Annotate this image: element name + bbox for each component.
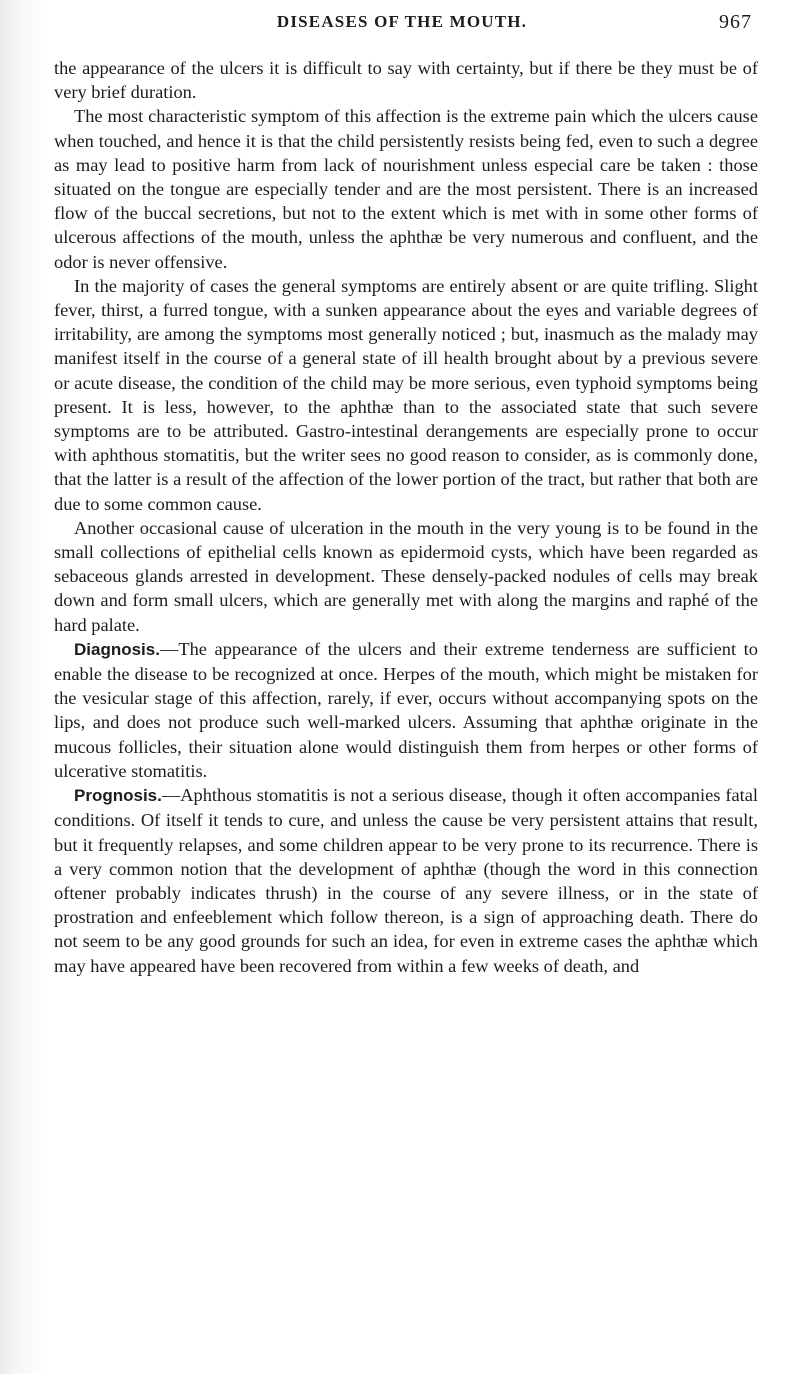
paragraph-text: —Aphthous stomatitis is not a serious disease, though it often accompanies fatal conditions. Of itself it tends to cure, and unless the cause be very persistent attains that result, but it frequently relapses, and some children appear to be very prone to its recurrence. There is a very common notion that the development of aphthæ (though the word in this connection oftener probably indicates thrush) in the course of any severe illness, or in the state of prostration and enfeeblement which follow thereon, is a sign of approaching death. There do not seem to be any good grounds for such an idea, for even in extreme cases the aphthæ which may have appeared have been recovered from within a few weeks of death, and [54,785,758,976]
paragraph-epidermoid-cysts [54,516,758,637]
body-text [54,56,758,978]
page-number: 967 [719,11,752,33]
page-header [52,6,752,38]
running-head: DISEASES OF THE MOUTH. [276,12,528,31]
paragraph-text: Another occasional cause of ulceration in the mouth in the very young is to be found in the small collections of epithelial cells known as epidermoid cysts, which have been regarded as sebaceous glands arrested in development. These densely-packed nodules of cells may break down and form small ulcers, which are generally met with along the margins and raphé of the hard palate. [54,517,758,635]
paragraph-continued [54,56,758,104]
paragraph-text: the appearance of the ulcers it is difficult to say with certainty, but if there be they must be of very brief duration. [54,58,758,103]
paragraph-text: In the majority of cases the general symptoms are entirely absent or are quite trifling. Slight fever, thirst, a furred tongue, with a sunken appearance about the eyes and variable degrees of irritability, are among the symptoms most generally noticed ; but, inasmuch as the malady may manifest itself in the course of a general state of ill health brought about by a previous severe or acute disease, the condition of the child may be more serious, even typhoid symptoms being present. It is less, however, to the aphthæ than to the associated state that such severe symptoms are to be attributed. Gastro-intestinal derangements are especially prone to occur with aphthous stomatitis, but the writer sees no good reason to consider, as is commonly done, that the latter is a result of the affection of the lower portion of the tract, but rather that both are due to some common cause. [54,275,758,514]
paragraph-diagnosis [54,637,758,783]
paragraph-symptoms [54,104,758,273]
paragraph-prognosis [54,783,758,978]
section-heading-prognosis: Prognosis. [74,786,162,806]
section-heading-diagnosis: Diagnosis. [74,639,160,659]
paragraph-general-symptoms [54,274,758,516]
paragraph-text: —The appearance of the ulcers and their extreme tenderness are sufficient to enable the disease to be recognized at once. Herpes of the mouth, which might be mistaken for the vesicular stage of this affection, rarely, if ever, occurs without accompanying spots on the lips, and does not produce such well-marked ulcers. Assuming that aphthæ originate in the mucous follicles, their situation alone would distinguish them from herpes or other forms of ulcerative stomatitis. [54,638,758,781]
paragraph-text: The most characteristic symptom of this affection is the extreme pain which the ulcers cause when touched, and hence it is that the child persistently resists being fed, even to such a degree as may lead to positive harm from lack of nourishment unless especial care be taken : those situated on the tongue are especially tender and are the most persistent. There is an increased flow of the buccal secretions, but not to the extent which is met with in some other forms of ulcerous affections of the mouth, unless the aphthæ be very numerous and confluent, and the odor is never offensive. [54,106,758,272]
